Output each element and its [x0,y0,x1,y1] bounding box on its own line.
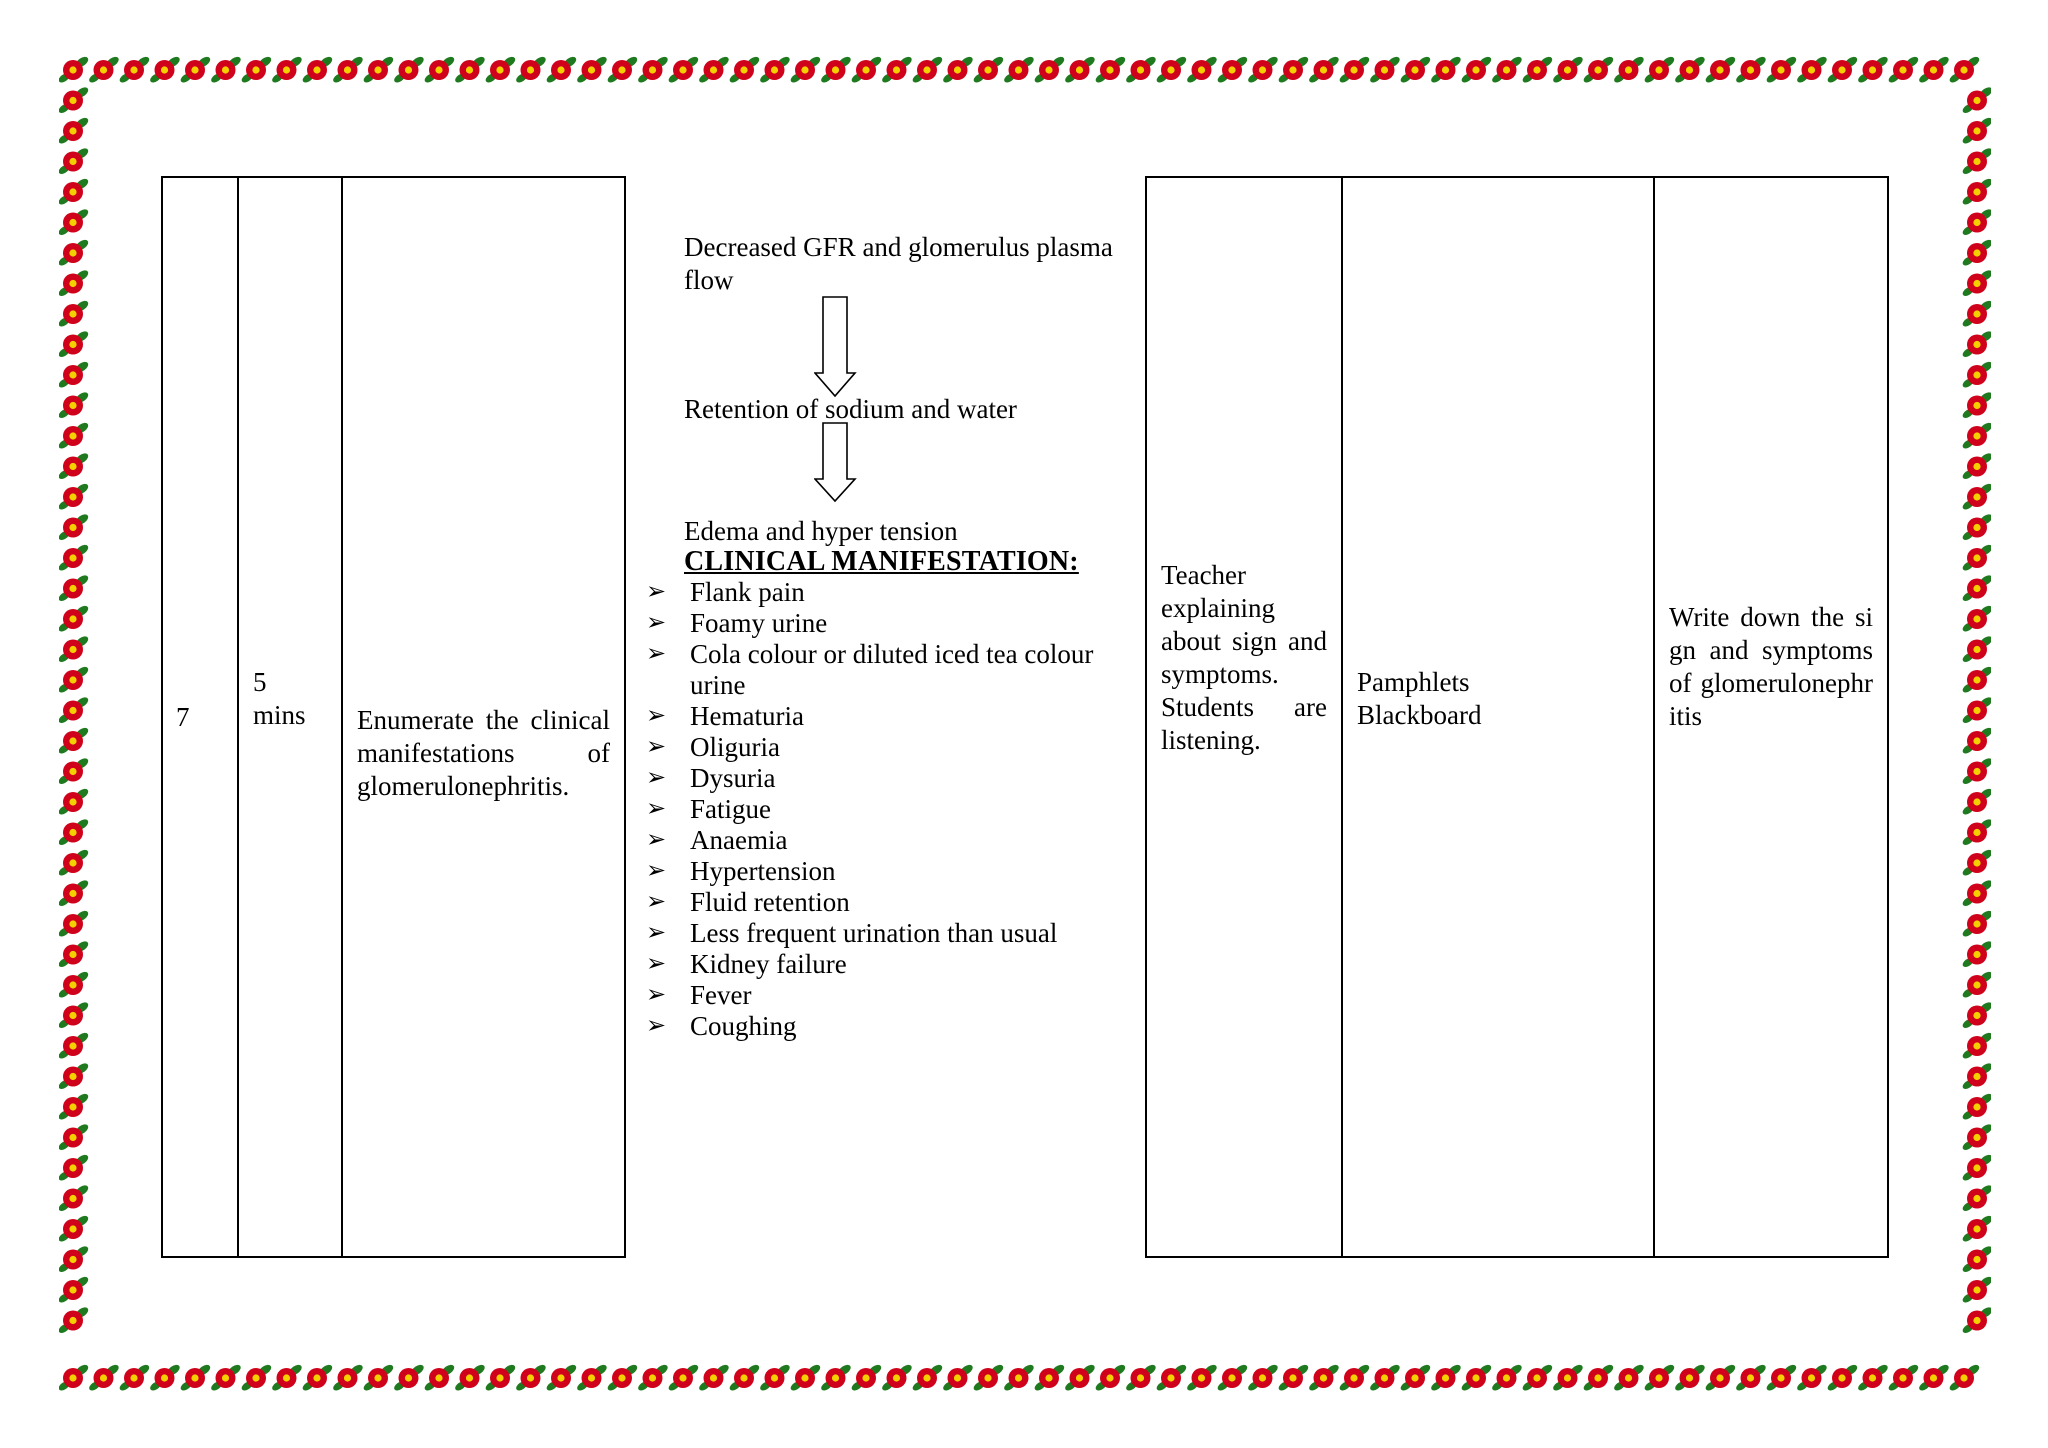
flower-icon [1961,146,1991,176]
flower-icon [1186,56,1219,84]
arrow-bullet-icon: ➢ [646,889,667,915]
flower-icon [484,56,517,84]
flower-icon [59,238,90,268]
arrow-bullet-icon: ➢ [646,765,667,791]
evaluation-text: Write down the sign and symptoms of glomerulonephritis [1669,602,1873,731]
flower-icon [1961,207,1991,237]
flower-icon [1643,1363,1676,1392]
objective-text: Enumerate the clinical manifestations of glomerulonephritis. [357,704,610,801]
flower-icon [59,1000,90,1030]
flower-icon [1094,56,1127,84]
flower-icon [1003,1363,1036,1392]
flower-icon [759,56,792,84]
flower-icon [271,56,304,84]
flower-icon [240,56,273,84]
flower-icon [667,56,700,84]
flower-icon [1155,1363,1188,1392]
flower-icon [1961,421,1991,451]
flower-icon [606,1363,639,1392]
list-item: ➢ Dysuria [646,763,776,793]
flower-icon [1918,1363,1951,1392]
flower-icon [1961,726,1991,756]
flower-icon [1399,56,1432,84]
flower-icon [59,970,90,1000]
flower-icon [1961,177,1991,207]
flower-icon [59,177,90,207]
arrow-bullet-icon: ➢ [646,982,667,1008]
flower-icon [1948,56,1981,84]
flow-step-2: Retention of sodium and water [684,394,1017,424]
flower-icon [1552,56,1585,84]
flower-icon [606,56,639,84]
flower-icon [118,1363,151,1392]
material-item: Pamphlets [1357,667,1470,697]
flower-icon [1961,939,1991,969]
flower-icon [1961,329,1991,359]
flower-icon [820,1363,853,1392]
flower-icon [1918,56,1951,84]
flower-icon [59,390,90,420]
flower-icon [1826,1363,1859,1392]
flower-icon [59,787,90,817]
flower-icon [59,116,90,146]
flower-icon [423,1363,456,1392]
flower-icon [789,1363,822,1392]
flower-icon [179,1363,212,1392]
objective-cell [342,177,625,1257]
flower-icon [1961,116,1991,146]
flower-icon [1796,1363,1829,1392]
flower-icon [149,1363,182,1392]
flower-icon [1961,573,1991,603]
arrow-bullet-icon: ➢ [646,579,667,605]
list-item: ➢ Less frequent urination than usual [646,918,1058,948]
manifestation-list [646,577,1126,1042]
flower-icon [59,56,90,84]
lesson-plan-table [161,176,1889,1258]
flower-icon [1094,1363,1127,1392]
arrow-bullet-icon: ➢ [646,734,667,760]
flower-icon [1857,56,1890,84]
flower-icon [1887,1363,1920,1392]
flower-icon [59,1363,90,1392]
flower-icon [789,56,822,84]
flower-icon [545,1363,578,1392]
flower-icon [1961,238,1991,268]
flower-icon [59,604,90,634]
flower-icon [728,56,761,84]
flower-icon [271,1363,304,1392]
flower-icon [1064,56,1097,84]
flower-icon [1961,1092,1991,1122]
flower-icon [1704,56,1737,84]
flower-icon [1961,299,1991,329]
flower-icon [1765,56,1798,84]
flower-icon [59,1214,90,1244]
flower-icon [1961,1275,1991,1305]
list-item: ➢ Fluid retention [646,887,850,917]
arrow-bullet-icon: ➢ [646,703,667,729]
flower-icon [881,56,914,84]
flower-icon [1277,1363,1310,1392]
step-number-cell [162,177,238,1257]
flower-icon [1961,85,1991,115]
table-row [162,177,1888,1257]
flower-icon [59,512,90,542]
flower-icon [1552,1363,1585,1392]
flower-icon [1961,451,1991,481]
flower-icon [1961,817,1991,847]
time-value: 5 mins [253,667,306,730]
flower-icon [1765,1363,1798,1392]
flower-icon [1125,1363,1158,1392]
flower-icon [1961,1153,1991,1183]
list-item: ➢ Fatigue [646,794,771,824]
flower-icon [1338,1363,1371,1392]
flower-icon [210,1363,243,1392]
flower-icon [301,1363,334,1392]
flower-icon [1961,1031,1991,1061]
evaluation-cell [1654,177,1888,1257]
flower-icon [484,1363,517,1392]
flower-icon [1704,1363,1737,1392]
flower-icon [1961,787,1991,817]
flower-icon [362,1363,395,1392]
flower-icon [59,573,90,603]
flower-icon [179,56,212,84]
flower-icon [1961,390,1991,420]
flower-icon [301,56,334,84]
down-arrow-icon [814,295,858,399]
flower-icon [59,482,90,512]
flower-icon [332,1363,365,1392]
flower-icon [911,1363,944,1392]
flower-icon [942,1363,975,1392]
list-item: ➢ Foamy urine [646,608,828,638]
flower-icon [1735,1363,1768,1392]
flower-icon [1961,1244,1991,1274]
flower-icon [1735,56,1768,84]
flower-icon [59,665,90,695]
arrow-bullet-icon: ➢ [646,641,667,667]
content-area [626,177,1145,1257]
flower-icon [1961,1214,1991,1244]
flower-icon [59,878,90,908]
time-cell [238,177,342,1257]
flower-icon [1430,56,1463,84]
flower-icon [59,360,90,390]
flower-icon [820,56,853,84]
flower-icon [881,1363,914,1392]
list-item: ➢ Flank pain [646,577,805,607]
flower-icon [59,543,90,573]
step-number: 7 [176,701,190,732]
flower-icon [1399,1363,1432,1392]
flower-icon [362,56,395,84]
flower-icon [1961,482,1991,512]
flower-icon [1491,1363,1524,1392]
flower-icon [1961,268,1991,298]
flower-icon [1961,1122,1991,1152]
flower-icon [393,56,426,84]
flower-icon [1613,1363,1646,1392]
flower-icon [1186,1363,1219,1392]
flower-icon [576,56,609,84]
flower-icon [59,1061,90,1091]
flower-icon [576,1363,609,1392]
flower-icon [1961,970,1991,1000]
flower-icon [1064,1363,1097,1392]
flower-icon [1857,1363,1890,1392]
arrow-bullet-icon: ➢ [646,1013,667,1039]
flower-icon [454,56,487,84]
list-item: ➢ Fever [646,980,752,1010]
flower-icon [942,56,975,84]
flower-icon [1961,1305,1991,1335]
flower-icon [1003,56,1036,84]
flower-icon [1125,56,1158,84]
flower-icon [59,329,90,359]
flower-icon [59,817,90,847]
flower-icon [1369,1363,1402,1392]
flower-icon [88,1363,121,1392]
flower-icon [332,56,365,84]
teacher-activity-cell [1146,177,1342,1257]
flower-icon [667,1363,700,1392]
flower-icon [637,1363,670,1392]
flower-icon [972,1363,1005,1392]
arrow-bullet-icon: ➢ [646,951,667,977]
flower-icon [59,207,90,237]
flower-icon [118,56,151,84]
flower-icon [1369,56,1402,84]
flower-icon [1961,1000,1991,1030]
flower-icon [1643,56,1676,84]
clinical-manifestation-heading: CLINICAL MANIFESTATION: [684,546,1079,577]
flower-icon [1961,604,1991,634]
flower-icon [1521,1363,1554,1392]
flower-icon [1308,1363,1341,1392]
flower-icon [1613,56,1646,84]
flower-icon [1887,56,1920,84]
materials-list [1343,666,1653,732]
flower-icon [393,1363,426,1392]
flower-icon [1961,756,1991,786]
flower-icon [1961,878,1991,908]
materials-cell [1342,177,1654,1257]
flower-icon [59,939,90,969]
flower-icon [1460,1363,1493,1392]
flower-icon [850,56,883,84]
flower-icon [1674,56,1707,84]
flower-icon [59,1244,90,1274]
teacher-activity-text: Teacher explaining about sign and symptoms. Students are listening. [1161,560,1327,755]
flower-icon [1961,360,1991,390]
flower-icon [1582,1363,1615,1392]
flower-icon [972,56,1005,84]
flower-icon [1521,56,1554,84]
flower-icon [1216,1363,1249,1392]
flower-icon [1961,848,1991,878]
content-cell [625,177,1146,1257]
flower-icon [59,1153,90,1183]
flower-icon [59,451,90,481]
flower-icon [545,56,578,84]
flower-icon [1796,56,1829,84]
flower-icon [1033,1363,1066,1392]
arrow-bullet-icon: ➢ [646,796,667,822]
flower-icon [88,56,121,84]
flower-icon [59,1031,90,1061]
arrow-bullet-icon: ➢ [646,858,667,884]
flower-icon [1155,56,1188,84]
list-item: ➢ Hypertension [646,856,836,886]
flower-icon [1430,1363,1463,1392]
material-item: Blackboard [1357,700,1482,730]
flower-icon [1674,1363,1707,1392]
flower-icon [850,1363,883,1392]
flower-icon [1961,1061,1991,1091]
flower-icon [59,85,90,115]
flower-icon [1961,1183,1991,1213]
flower-icon [59,1122,90,1152]
flower-icon [1961,543,1991,573]
arrow-bullet-icon: ➢ [646,610,667,636]
list-item: ➢ Kidney failure [646,949,847,979]
flower-icon [637,56,670,84]
flower-icon [1961,695,1991,725]
list-item: ➢ Oliguria [646,732,780,762]
flower-icon [1961,909,1991,939]
flower-icon [149,56,182,84]
list-item: ➢ Anaemia [646,825,788,855]
flower-icon [59,421,90,451]
flower-icon [59,756,90,786]
flow-step-1: Decreased GFR and glomerulus plasma flow [684,232,1113,295]
flower-icon [59,268,90,298]
flower-icon [759,1363,792,1392]
flower-icon [1247,1363,1280,1392]
flower-icon [698,56,731,84]
flower-icon [1216,56,1249,84]
flower-icon [59,726,90,756]
flower-icon [911,56,944,84]
flower-icon [59,299,90,329]
flower-icon [59,634,90,664]
flower-icon [1948,1363,1981,1392]
flower-icon [59,695,90,725]
flower-icon [1338,56,1371,84]
flower-icon [59,848,90,878]
flower-icon [59,1092,90,1122]
flower-icon [423,56,456,84]
flower-icon [515,1363,548,1392]
flower-icon [1961,665,1991,695]
flower-icon [59,1305,90,1335]
flower-icon [1247,56,1280,84]
flower-icon [210,56,243,84]
down-arrow-icon [814,421,858,505]
arrow-bullet-icon: ➢ [646,827,667,853]
flower-icon [59,1183,90,1213]
flower-icon [1308,56,1341,84]
list-item: ➢ Hematuria [646,701,804,731]
flow-step-3: Edema and hyper tension [684,516,958,546]
flower-icon [698,1363,731,1392]
flower-icon [1033,56,1066,84]
list-item: ➢ Coughing [646,1011,797,1041]
flower-icon [59,909,90,939]
flower-icon [454,1363,487,1392]
flower-icon [1961,634,1991,664]
flower-icon [1826,56,1859,84]
flower-icon [515,56,548,84]
flower-icon [1491,56,1524,84]
flower-icon [1961,512,1991,542]
flower-icon [59,146,90,176]
list-item: ➢ Cola colour or diluted iced tea colour urine [646,639,1094,700]
arrow-bullet-icon: ➢ [646,920,667,946]
flower-icon [59,1275,90,1305]
flower-icon [728,1363,761,1392]
flower-icon [240,1363,273,1392]
flower-icon [1582,56,1615,84]
flower-icon [1460,56,1493,84]
flower-icon [1277,56,1310,84]
